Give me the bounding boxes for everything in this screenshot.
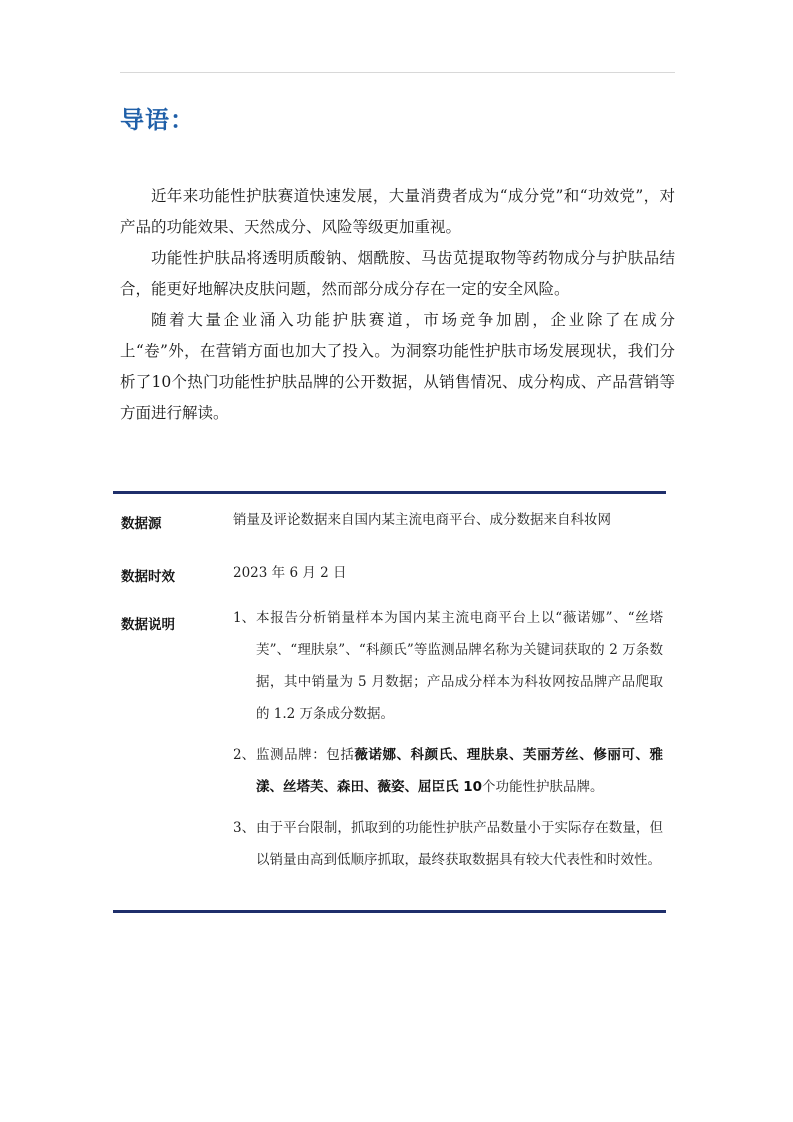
note-number: 1、	[233, 610, 256, 626]
date-value: 2023 年 6 月 2 日	[233, 565, 347, 581]
note-number: 2、	[233, 747, 256, 763]
note-suffix: 个功能性护肤品牌。	[482, 779, 604, 795]
top-divider	[120, 72, 675, 73]
note-text: 本报告分析销量样本为国内某主流电商平台上以“薇诺娜”、“丝塔芙”、“理肤泉”、“科颜氏”等监测品牌名称为关键词获取的 2 万条数据，其中销量为 5 月数据；产品成分样本为科妆网按品牌产品爬取的 1.2 万条成分数据。	[256, 610, 663, 722]
date-label: 数据时效	[121, 569, 175, 585]
note-item	[233, 739, 663, 803]
notes-label: 数据说明	[121, 617, 175, 633]
source-label: 数据源	[121, 516, 162, 532]
intro-text	[120, 181, 675, 429]
note-prefix: 监测品牌：包括	[256, 747, 355, 763]
data-info-table	[113, 491, 666, 913]
intro-paragraph: 功能性护肤品将透明质酸钠、烟酰胺、马齿苋提取物等药物成分与护肤品结合，能更好地解决皮肤问题，然而部分成分存在一定的安全风险。	[120, 249, 675, 298]
section-heading: 导语：	[120, 106, 195, 134]
note-text	[256, 739, 663, 803]
note-text: 由于平台限制，抓取到的功能性护肤产品数量小于实际存在数量，但以销量由高到低顺序抓取，最终获取数据具有较大代表性和时效性。	[256, 820, 663, 868]
source-value: 销量及评论数据来自国内某主流电商平台、成分数据来自科妆网	[233, 512, 611, 528]
note-item	[233, 602, 663, 730]
note-number: 3、	[233, 820, 256, 836]
brand-list: 薇诺娜、科颜氏、理肤泉、芙丽芳丝、修丽可、雅漾、丝塔芙、森田、薇姿、屈臣氏 10	[256, 747, 663, 795]
intro-paragraph: 随着大量企业涌入功能护肤赛道，市场竞争加剧，企业除了在成分上“卷”外，在营销方面也加大了投入。为洞察功能性护肤市场发展现状，我们分析了10个热门功能性护肤品牌的公开数据，从销售情况、成分构成、产品营销等方面进行解读。	[120, 311, 675, 422]
intro-paragraph: 近年来功能性护肤赛道快速发展，大量消费者成为“成分党”和“功效党”，对产品的功能效果、天然成分、风险等级更加重视。	[120, 187, 675, 236]
note-item	[233, 812, 663, 876]
